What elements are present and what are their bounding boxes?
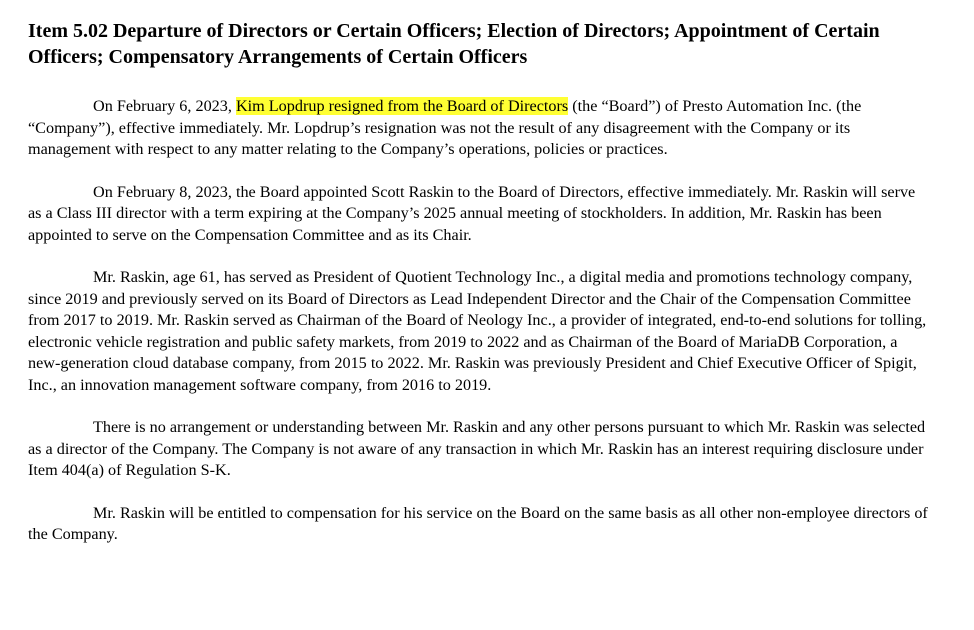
paragraph-text-after: (the “Board”) of Presto Automation Inc. (the “Company”), effective immediately. Mr. Lopdrup’s resignation was not the result of any disagreement with the Company or its management with respect to any matter relating to the Company’s operations, policies or practices. <box>28 97 862 158</box>
paragraph-biography: Mr. Raskin, age 61, has served as President of Quotient Technology Inc., a digital media and promotions technology company, since 2019 and previously served on its Board of Directors as Lead Independent Director and the Chair of the Compensation Committee from 2017 to 2019. Mr. Raskin served as Chairman of the Board of Neology Inc., a provider of integrated, end-to-end solutions for tolling, electronic vehicle registration and public safety markets, from 2019 to 2022 and as Chairman of the Board of MariaDB Corporation, a new-generation cloud database company, from 2015 to 2022. Mr. Raskin was previously President and Chief Executive Officer of Spigit, Inc., an innovation management software company, from 2016 to 2019. <box>28 268 927 394</box>
paragraph-appointment: On February 8, 2023, the Board appointed Scott Raskin to the Board of Directors, effective immediately. Mr. Raskin will serve as a Class III director with a term expiring at the Company’s 2025 annual meeting of stockholders. In addition, Mr. Raskin has been appointed to serve on the Compensation Committee and as its Chair. <box>28 182 916 244</box>
paragraph-compensation: Mr. Raskin will be entitled to compensation for his service on the Board on the same basis as all other non-employee directors of the Company. <box>28 503 928 543</box>
section-heading: Item 5.02 Departure of Directors or Certain Officers; Election of Directors; Appointment of Certain Officers; Compensatory Arrangements of Certain Officers <box>28 20 880 68</box>
paragraph-text-before: On February 6, 2023, <box>93 97 236 115</box>
document-page <box>28 18 932 567</box>
paragraph-resignation <box>28 96 932 161</box>
highlighted-text: Kim Lopdrup resigned from the Board of Directors <box>235 97 569 115</box>
paragraph-no-arrangement: There is no arrangement or understanding between Mr. Raskin and any other persons pursuant to which Mr. Raskin was selected as a director of the Company. The Company is not aware of any transaction in which Mr. Raskin has an interest requiring disclosure under Item 404(a) of Regulation S-K. <box>28 418 926 479</box>
